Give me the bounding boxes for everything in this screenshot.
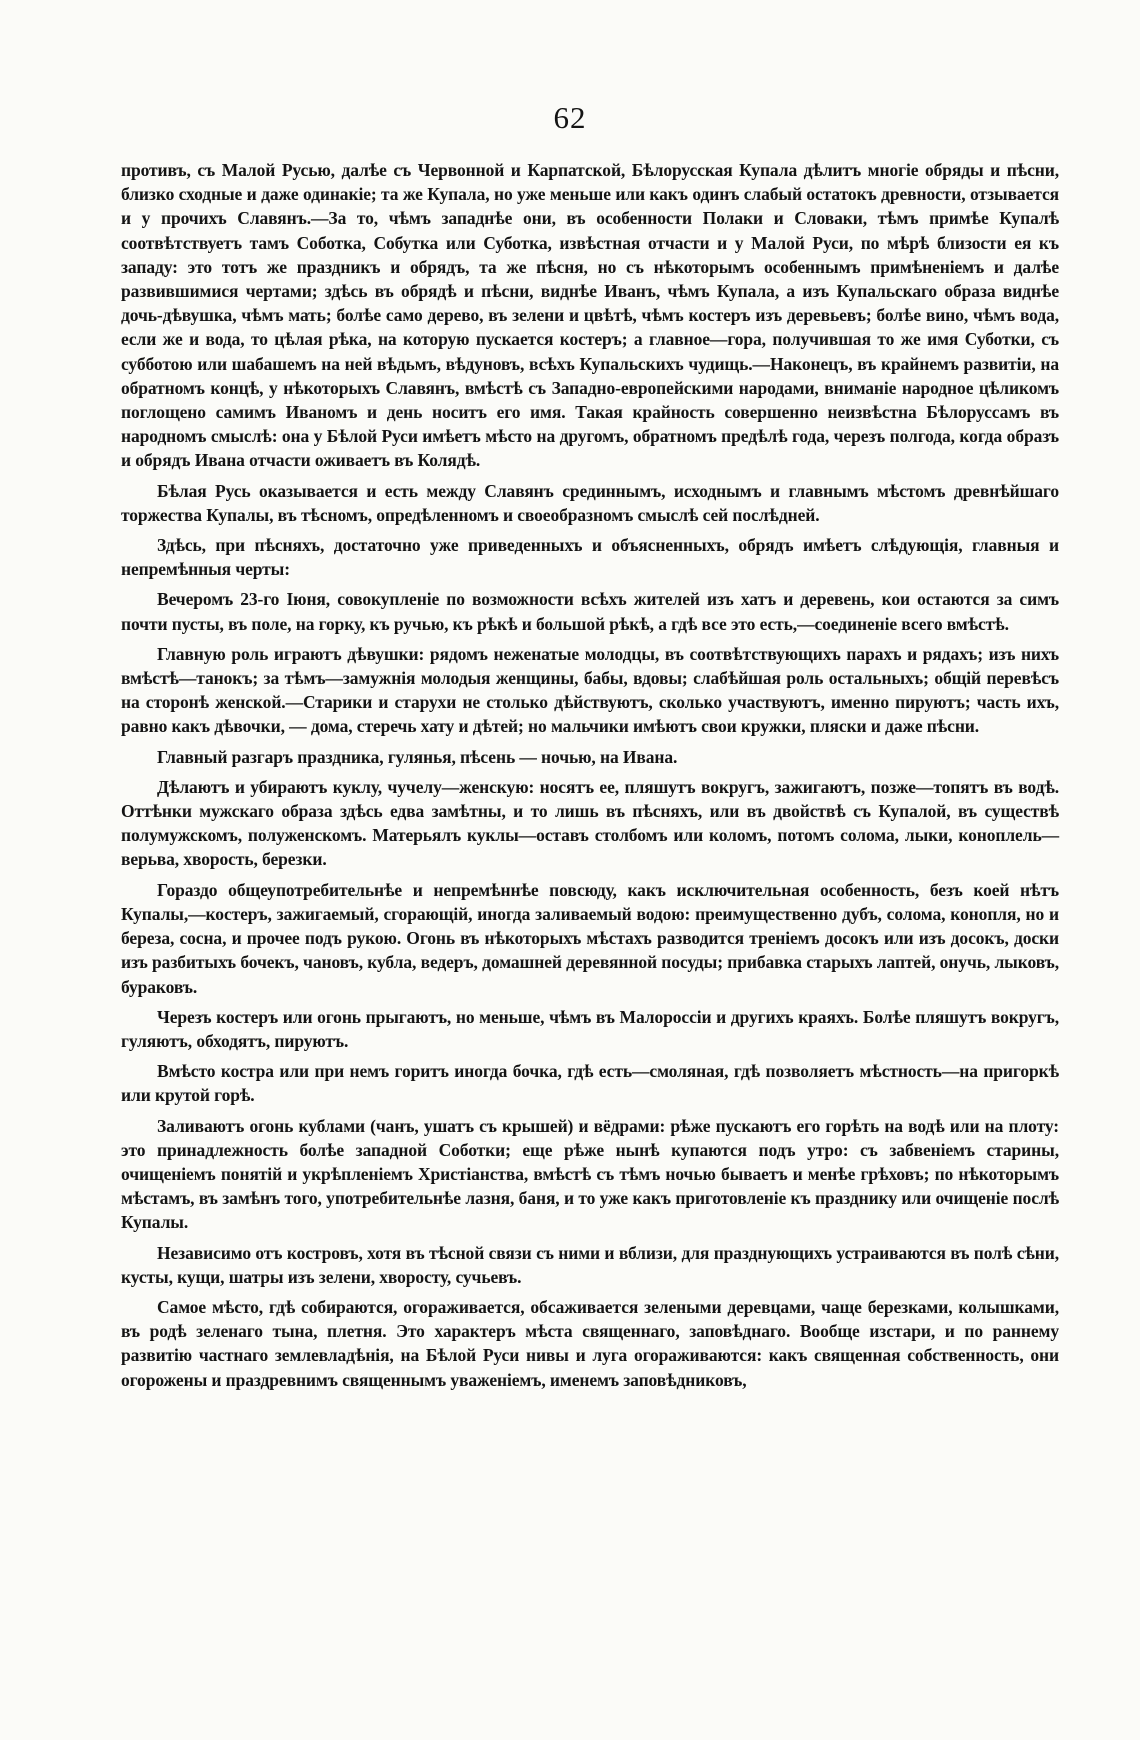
paragraph: Здѣсь, при пѣсняхъ, достаточно уже приведенныхъ и объясненныхъ, обрядъ имѣетъ слѣдующія, главныя и непремѣнныя черты: bbox=[121, 535, 1059, 580]
paragraph: Заливаютъ огонь кублами (чанъ, ушатъ съ крышей) и вёдрами: рѣже пускаютъ его горѣть на водѣ или на плоту: это принадлежность болѣе западной Соботки; еще рѣже нынѣ купаются подъ утро: съ забвеніемъ старины, очищеніемъ понятій и укрѣпленіемъ Христіанства, вмѣстѣ съ тѣмъ ночью бываетъ и менѣе грѣховъ; по нѣкоторымъ мѣстамъ, въ замѣнъ того, употребительнѣе лазня, баня, и то уже какъ приготовленіе къ празднику или очищеніе послѣ Купалы. bbox=[121, 1115, 1059, 1233]
paragraph: Главный разгаръ праздника, гулянья, пѣсень — ночью, на Ивана. bbox=[157, 746, 678, 767]
paragraph: Главную роль играютъ дѣвушки: рядомъ неженатые молодцы, въ соотвѣтствующихъ парахъ и рядахъ; изъ нихъ вмѣстѣ—танокъ; за тѣмъ—замужнія молодыя женщины, бабы, вдовы; слабѣйшая роль остальныхъ; общій перевѣсъ на сторонѣ женской.—Старики и старухи не столько дѣйствуютъ, сколько участвуютъ, именно пируютъ; часть ихъ, равно какъ дѣвочки, — дома, стеречь хату и дѣтей; но мальчики имѣютъ свои кружки, пляски и даже пѣсни. bbox=[121, 643, 1059, 737]
paragraph: Независимо отъ костровъ, хотя въ тѣсной связи съ ними и вблизи, для празднующихъ устраиваются въ полѣ сѣни, кусты, кущи, шатры изъ зелени, хворосту, сучьевъ. bbox=[121, 1242, 1059, 1287]
paragraph: Вмѣсто костра или при немъ горитъ иногда бочка, гдѣ есть—смоляная, гдѣ позволяетъ мѣстность—на пригоркѣ или крутой горѣ. bbox=[121, 1061, 1059, 1106]
paragraph: Дѣлаютъ и убираютъ куклу, чучелу—женскую: носятъ ее, пляшутъ вокругъ, зажигаютъ, позже—топятъ въ водѣ. Оттѣнки мужскаго образа здѣсь едва замѣтны, и то лишь въ пѣсняхъ, или въ двойствѣ съ Купалой, въ существѣ полумужскомъ, полуженскомъ. Матерьялъ куклы—оставъ столбомъ или коломъ, потомъ солома, лыки, коноплель—верьва, хворость, березки. bbox=[121, 776, 1059, 870]
page-number: 62 bbox=[553, 100, 587, 135]
paragraph: Бѣлая Русь оказывается и есть между Славянъ срединнымъ, исходнымъ и главнымъ мѣстомъ древнѣйшаго торжества Купалы, въ тѣсномъ, опредѣленномъ и своеобразномъ смыслѣ сей послѣдней. bbox=[121, 480, 1059, 525]
page-body bbox=[121, 158, 1059, 1398]
paragraph: Вечеромъ 23-го Іюня, совокупленіе по возможности всѣхъ жителей изъ хатъ и деревень, кои остаются за симъ почти пусты, въ поле, на горку, къ ручью, къ рѣкѣ и большой рѣкѣ, а гдѣ все это есть,—соединеніе всего вмѣстѣ. bbox=[121, 589, 1059, 634]
paragraph: Черезъ костеръ или огонь прыгаютъ, но меньше, чѣмъ въ Малороссіи и другихъ краяхъ. Болѣе пляшутъ вокругъ, гуляютъ, обходятъ, пируютъ. bbox=[121, 1006, 1059, 1051]
paragraph: противъ, съ Малой Русью, далѣе съ Червонной и Карпатской, Бѣлорусская Купала дѣлитъ многіе обряды и пѣсни, близко сходные и даже одинакіе; та же Купала, но уже меньше или какъ одинъ слабый остатокъ древности, отзывается и у прочихъ Славянъ.—За то, чѣмъ западнѣе они, въ особенности Полаки и Словаки, тѣмъ примѣе Купалѣ соотвѣтствуетъ тамъ Соботка, Собутка или Суботка, извѣстная отчасти и у Малой Руси, по мѣрѣ близости ея къ западу: это тотъ же праздникъ и обрядъ, та же пѣсня, но съ нѣкоторымъ особеннымъ примѣненіемъ и далѣе развившимися чертами; здѣсь въ обрядѣ и пѣсни, виднѣе Иванъ, чѣмъ Купала, а изъ Купальскаго образа виднѣе дочь-дѣвушка, чѣмъ мать; болѣе само дерево, въ зелени и цвѣтѣ, чѣмъ костеръ изъ деревьевъ; болѣе вино, чѣмъ вода, если же и вода, то цѣлая рѣка, на которую пускается костеръ; а главное—гора, получившая то же имя Суботки, съ субботою или шабашемъ на ней вѣдьмъ, вѣдуновъ, всѣхъ Купальскихъ чудищь.—Наконецъ, въ крайнемъ развитіи, на обратномъ концѣ, у нѣкоторыхъ Славянъ, вмѣстѣ съ Западно-европейскими народами, вниманіе народное цѣликомъ поглощено самимъ Иваномъ и день носитъ его имя. Такая крайность совершенно неизвѣстна Бѣлоруссамъ въ народномъ смыслѣ: она у Бѣлой Руси имѣетъ мѣсто на другомъ, обратномъ предѣлѣ года, черезъ полгода, когда образъ и обрядъ Ивана отчасти оживаетъ въ Колядѣ. bbox=[121, 160, 1059, 471]
paragraph: Самое мѣсто, гдѣ собираются, огораживается, обсаживается зелеными деревцами, чаще березками, колышками, въ родѣ зеленаго тына, плетня. Это характеръ мѣста священнаго, заповѣднаго. Вообще изстари, и по раннему развитію частнаго землевладѣнія, на Бѣлой Руси нивы и луга огораживаются: какъ священная собственность, они огорожены и праздревнимъ священнымъ уваженіемъ, именемъ заповѣдниковъ, bbox=[121, 1296, 1059, 1390]
paragraph: Гораздо общеупотребительнѣе и непремѣннѣе повсюду, какъ исключительная особенность, безъ коей нѣтъ Купалы,—костеръ, зажигаемый, сгорающій, иногда заливаемый водою: преимущественно дубъ, солома, конопля, но и береза, сосна, и прочее подъ рукою. Огонь въ нѣкоторыхъ мѣстахъ разводится треніемъ досокъ или изъ досокъ, доски изъ разбитыхъ бочекъ, чановъ, кубла, ведеръ, домашней деревянной посуды; прибавка старыхъ лаптей, онучь, лыковъ, бураковъ. bbox=[121, 879, 1059, 997]
